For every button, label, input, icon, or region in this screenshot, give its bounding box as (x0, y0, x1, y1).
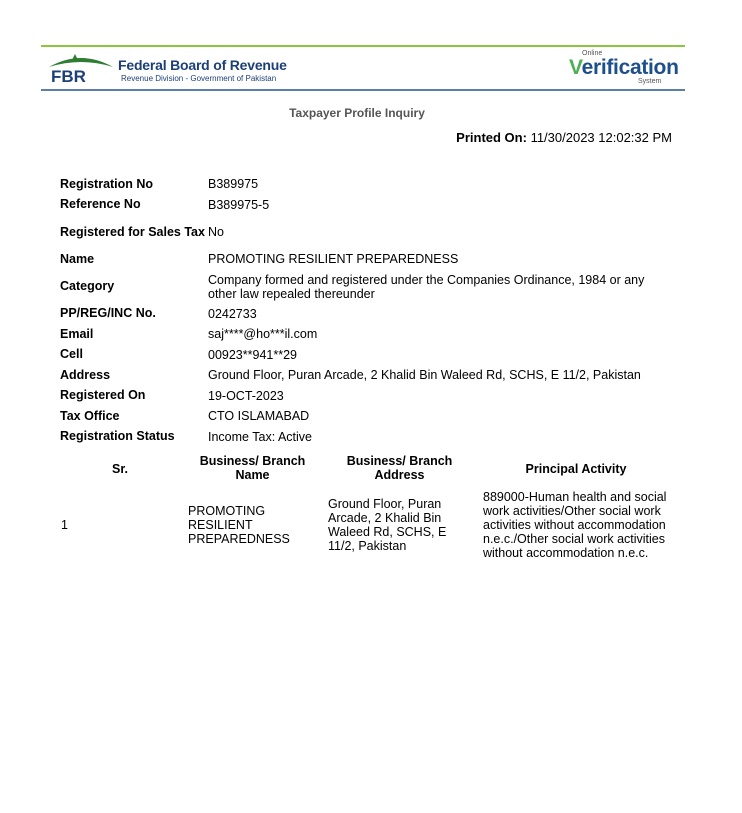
profile-label: Email (60, 326, 94, 341)
profile-row-registration-status (60, 427, 658, 448)
profile-value: 19-OCT-2023 (208, 388, 284, 403)
verification-logo-v: V (569, 56, 582, 79)
profile-value: CTO ISLAMABAD (208, 409, 310, 424)
profile-label: Registered for Sales Tax (60, 224, 205, 239)
verification-logo (569, 56, 679, 80)
profile-value: PROMOTING RESILIENT PREPAREDNESS (208, 252, 459, 267)
profile-value: 00923**941**29 (208, 347, 297, 362)
printed-on-label: Printed On: (456, 130, 527, 145)
profile-label: Name (60, 251, 95, 266)
org-subtitle: Revenue Division - Government of Pakistan (121, 74, 277, 83)
header-banner (41, 45, 685, 91)
profile-row-registration-no (60, 174, 658, 195)
branch-name: PROMOTING RESILIENT PREPAREDNESS (188, 504, 290, 546)
profile-label: Registration Status (60, 429, 175, 444)
fbr-logo-icon (45, 51, 117, 89)
profile-value: B389975-5 (208, 197, 270, 212)
profile-label: Category (60, 279, 115, 293)
profile-value: saj****@ho***il.com (208, 327, 318, 342)
profile-label: Registered On (60, 388, 146, 403)
profile-row-name (60, 249, 658, 270)
profile-row-reference-no (60, 195, 658, 216)
fbr-logo-text: FBR (51, 67, 86, 86)
profile-value: Company formed and registered under the Companies Ordinance, 1984 or any other law repealed thereunder (208, 272, 645, 301)
profile-label: Tax Office (60, 408, 120, 423)
profile-value: Ground Floor, Puran Arcade, 2 Khalid Bin Waleed Rd, SCHS, E 11/2, Pakistan (208, 368, 641, 383)
verification-bottom-label: System (638, 78, 662, 85)
verification-logo-rest: erification (581, 56, 679, 79)
profile-value: Income Tax: Active (208, 429, 312, 444)
column-header-sr: Sr. (112, 462, 128, 476)
org-name: Federal Board of Revenue (118, 57, 287, 73)
document-title: Taxpayer Profile Inquiry (289, 106, 425, 120)
profile-row-registered-on (60, 386, 658, 407)
profile-label: Cell (60, 347, 83, 362)
profile-label: Address (60, 367, 111, 382)
profile-table (60, 174, 658, 447)
profile-row-inc-no (60, 304, 658, 325)
verification-top-label: Online (582, 50, 603, 57)
branch-address: Ground Floor, Puran Arcade, 2 Khalid Bin Waleed Rd, SCHS, E 11/2, Pakistan (328, 497, 447, 553)
profile-value: 0242733 (208, 306, 257, 321)
profile-value: B389975 (208, 177, 259, 192)
profile-row-address (60, 365, 658, 386)
profile-label: Registration No (60, 176, 154, 191)
profile-row-category (60, 270, 658, 304)
profile-row-sales-tax (60, 215, 658, 249)
column-header-branch-name: Business/ Branch Name (199, 454, 306, 482)
profile-row-tax-office (60, 406, 658, 427)
branch-sr: 1 (61, 518, 68, 532)
profile-value: No (208, 225, 224, 239)
column-header-principal-activity: Principal Activity (525, 462, 627, 476)
profile-label: PP/REG/INC No. (60, 306, 156, 321)
branch-principal-activity: 889000-Human health and social work activities/Other social work activities without accommodation n.e.c./Other social work activities without accommodation n.e.c. (483, 490, 667, 560)
profile-row-cell (60, 345, 658, 366)
printed-on (456, 130, 672, 145)
profile-label: Reference No (60, 197, 141, 212)
printed-on-value: 11/30/2023 12:02:32 PM (530, 130, 672, 145)
column-header-branch-address: Business/ Branch Address (346, 454, 453, 482)
profile-row-email (60, 324, 658, 345)
